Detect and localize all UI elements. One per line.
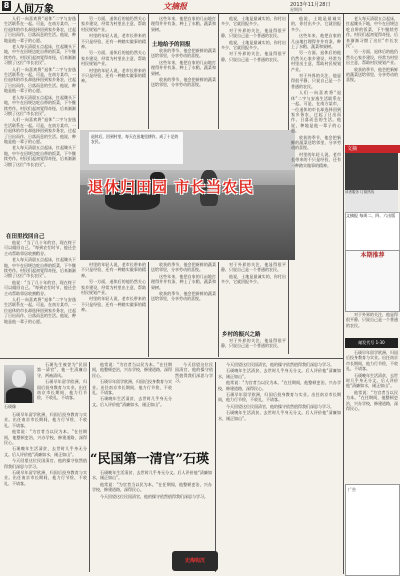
- paragraph: 村里的年轻人说，老市长带来的不只是经验，还有一种踏实做事的精神。: [81, 262, 146, 278]
- paragraph: 收获的季节，他会把新鲜的蔬菜送给邻里，分享劳动的喜悦。: [151, 48, 216, 59]
- paragraph: 人们一向喜欢将“退休”二字与安逸生活联系在一起。可是，在南方某市，一位退休的市长却选择回到家乡务农，过起了日出而作、日落而息的生活。他说，种地是他一辈子的心愿。: [291, 90, 341, 134]
- paragraph: 石瑛晚年生活清贫，去世时几乎身无分文。后人评价他“清廉如水，刚正如山”。: [92, 396, 172, 407]
- portrait-photo: [4, 365, 34, 403]
- column-subhead: 乡村的振兴之路: [222, 332, 261, 338]
- article-column-2: [81, 16, 146, 128]
- paragraph: 石瑛早年留学欧洲，归国后投身教育与实业。出任南京市长期间，他力行节俭，不收礼、不请客。: [4, 412, 87, 428]
- paragraph: 另一方面，退休后的他仍然关心家乡建设，经常为村里出主意，帮助村民规划产业。: [81, 16, 146, 32]
- paragraph: 今天回望这位民国清官，他的操守依然值得我们深思与学习。: [175, 362, 213, 384]
- sidebar-text-3: [346, 350, 398, 482]
- sidebar-ad-1-title: 文摘: [345, 145, 400, 153]
- paragraph: 他常说：“为官者当以民为本。”在任期间，他整顿吏治，兴办学校，修建道路，深得民心。: [4, 429, 87, 446]
- article-column-2b: [81, 262, 146, 357]
- paragraph: 今天回望这位民国清官，他的操守依然值得我们深思与学习。: [226, 362, 334, 367]
- paragraph: 这些年来，他把自家的几亩地打理得井井有条，种上了水稻、蔬菜和果树。: [151, 273, 216, 290]
- masthead: 文摘报: [163, 1, 187, 11]
- article2-column-3: [92, 470, 212, 548]
- paragraph: 他说，土地是最诚实的，你付出多少，它就回报多少。: [291, 16, 341, 32]
- paragraph: 收获的季节，他会把新鲜的蔬菜送给邻里，分享劳动的喜悦。: [151, 262, 216, 273]
- column-rule: [218, 262, 219, 357]
- article-column-4: [221, 16, 286, 128]
- column-rule: [78, 14, 79, 129]
- paragraph: 石瑛晚年生活清贫，去世时几乎身无分文。后人评价他“清廉如水，刚正如山”。: [218, 368, 341, 379]
- sidebar-text: [346, 16, 398, 144]
- paragraph: 对于外界的关注，他显得很平静，只说自己是一个普通的农民。: [291, 73, 341, 89]
- paragraph: 对于外界的关注，他显得很平静，只说自己是一个普通的农民。: [221, 51, 286, 62]
- paragraph: 这些年来，他把自家的几亩地打理得井井有条，种上了水稻、蔬菜和果树。: [151, 59, 216, 76]
- paragraph: 收获的季节，他会把新鲜的蔬菜送给邻里，分享劳动的喜悦。: [346, 66, 398, 83]
- column-rule: [218, 14, 219, 129]
- sidebar-ad-5[interactable]: 邮发代号 1-30: [345, 338, 398, 348]
- paragraph: 老人每天清晨五点起床，扛起锄头下地，中午在田埂边吃自带的饭菜，下午继续劳作。村民们起初觉得奇怪，后来渐渐习惯了这位“市长农民”。: [4, 94, 76, 116]
- sidebar-ad-6-text: 广告: [348, 487, 356, 492]
- article-column-1b: [4, 240, 76, 355]
- paragraph: 另一方面，退休后的他仍然关心家乡建设，经常为村里出主意，帮助村民规划产业。: [291, 50, 341, 72]
- paragraph: 老人每天清晨五点起床，扛起锄头下地，中午在田埂边吃自带的饭菜，下午继续劳作。村民们起初觉得奇怪，后来渐渐习惯了这位“市长农民”。: [4, 257, 76, 279]
- sidebar-ad-2[interactable]: 读者服务 订阅热线: [345, 190, 398, 212]
- section-title: 人间万象: [14, 4, 54, 15]
- article-column-4c: [221, 338, 286, 356]
- paragraph: 人们一向喜欢将“退休”二字与安逸生活联系在一起。可是，在南方某市，一位退休的市长却选择回到家乡务农，过起了日出而作、日落而息的生活。他说，种地是他一辈子的心愿。: [4, 66, 76, 94]
- paragraph: 石瑛早年留学欧洲，归国后投身教育与实业。出任南京市长期间，他力行节俭，不收礼、不请客。: [346, 350, 398, 372]
- portrait-coat: [6, 388, 32, 403]
- paragraph: 他常说：“为官者当以民为本。”在任期间，他整顿吏治，兴办学校，修建道路，深得民心。: [92, 481, 212, 493]
- paragraph: 石瑛晚年生活清贫，去世时几乎身无分文。后人评价他“清廉如水，刚正如山”。: [4, 446, 87, 457]
- paragraph: 今天回望这位民国清官，他的操守依然值得我们深思与学习。: [226, 403, 334, 409]
- column-subhead: 土地给予的回报: [152, 42, 191, 48]
- article-column-5: [291, 16, 341, 351]
- paragraph: 今天回望这位民国清官，他的操守依然值得我们深思与学习。: [4, 458, 87, 469]
- paragraph: 另一方面，退休后的他仍然关心家乡建设，经常为村里出主意，帮助村民规划产业。: [81, 279, 146, 296]
- article-column-1: [4, 16, 76, 231]
- column-rule: [343, 14, 344, 574]
- article2-column-2b: [175, 362, 213, 442]
- article2-column-4: [218, 362, 341, 572]
- paragraph: 石瑛早年留学欧洲，归国后投身教育与实业。出任南京市长期间，他力行节俭，不收礼、不请客。: [37, 379, 87, 401]
- paragraph: 石瑛晚年生活清贫，去世时几乎身无分文。后人评价他“清廉如水，刚正如山”。: [346, 372, 398, 389]
- paragraph: 另一方面，退休后的他仍然关心家乡建设，经常为村里出主意，帮助村民规划产业。: [346, 49, 398, 66]
- paragraph: 石瑛早年留学欧洲，归国后投身教育与实业。出任南京市长期间，他力行节俭，不收礼、不请客。: [4, 470, 87, 486]
- article-column-3a: [151, 16, 216, 38]
- article2-intro: [37, 362, 87, 410]
- portrait-caption: 石瑛像: [4, 404, 16, 409]
- sidebar-ad-6[interactable]: [345, 484, 400, 576]
- paragraph: 他说：“当了几十年的官，现在终于可以做回自己。”每到农忙时节，他还会主动帮助邻居收割稻谷。: [4, 240, 76, 256]
- paragraph: 他常说：“为官者当以民为本。”在任期间，他整顿吏治，兴办学校，修建道路，深得民心。: [92, 362, 172, 378]
- paragraph: 收获的季节，他会把新鲜的蔬菜送给邻里，分享劳动的喜悦。: [151, 77, 216, 88]
- paragraph: 村里的年轻人说，老市长带来的不只是经验，还有一种踏实做事的精神。: [81, 296, 146, 313]
- sidebar-ad-4[interactable]: [345, 250, 400, 312]
- paragraph: 对于外界的关注，他显得很平静，只说自己是一个普通的农民。: [346, 312, 398, 328]
- page-number: 8: [3, 1, 10, 10]
- paragraph: 石瑛早年留学欧洲，归国后投身教育与实业。出任南京市长期间，他力行节俭，不收礼、不请客。: [92, 379, 172, 396]
- paragraph: 这些年来，他把自家的几亩地打理得井井有条，种上了水稻、蔬菜和果树。: [291, 33, 341, 50]
- article2-column-1: [4, 412, 87, 572]
- paragraph: 石瑛早年留学欧洲，归国后投身教育与实业。出任南京市长期间，他力行节俭，不收礼、不请客。: [218, 392, 341, 403]
- paragraph: 人们一向喜欢将“退休”二字与安逸生活联系在一起。可是，在南方某市，一位退休的市长却选择回到家乡务农，过起了日出而作、日落而息的生活。他说，种地是他一辈子的心愿。: [4, 117, 76, 144]
- paragraph: 收获的季节，他会把新鲜的蔬菜送给邻里，分享劳动的喜悦。: [151, 291, 216, 302]
- paragraph: 石瑛晚年生活清贫，去世时几乎身无分文。后人评价他“清廉如水，刚正如山”。: [92, 470, 212, 481]
- photo-caption: 退休后，回到村里，每天在田地里耕作，成了十足的农民。: [89, 132, 183, 164]
- sidebar-ad-1[interactable]: [345, 145, 398, 190]
- article-column-3b: [151, 48, 216, 128]
- column-subhead: 在田里找回自己: [6, 234, 45, 240]
- paragraph: 他说，土地是最诚实的，你付出多少，它就回报多少。: [221, 273, 286, 285]
- paragraph: 村里的年轻人说，老市长带来的不只是经验，还有一种踏实做事的精神。: [81, 67, 146, 84]
- paragraph: 石瑛晚年生活清贫，去世时几乎身无分文。后人评价他“清廉如水，刚正如山”。: [218, 410, 341, 421]
- article-column-3c: [151, 262, 216, 357]
- sidebar-ad-4-title: 本期推荐: [360, 252, 385, 259]
- issue-weekday: 星期四: [290, 7, 302, 12]
- issue-date: 2013年11月28日: [290, 2, 331, 8]
- paragraph: 人们一向喜欢将“退休”二字与安逸生活联系在一起。可是，在南方某市，一位退休的市长却选择回到家乡务农，过起了日出而作、日落而息的生活。他说，种地是他一辈子的心愿。: [4, 297, 76, 324]
- paragraph: 对于外界的关注，他显得很平静，只说自己是一个普通的农民。: [221, 262, 286, 273]
- column-seal: [172, 551, 218, 571]
- paragraph: 另一方面，退休后的他仍然关心家乡建设，经常为村里出主意，帮助村民规划产业。: [81, 50, 146, 67]
- paragraph: 村里的年轻人说，老市长带来的不只是经验，还有一种踏实做事的精神。: [291, 151, 341, 168]
- feature-title: [88, 176, 254, 197]
- paragraph: 对于外界的关注，他显得很平静，只说自己是一个普通的农民。: [221, 338, 286, 349]
- article2-title: “民国第一清官”石瑛: [90, 452, 209, 467]
- sidebar-ad-3[interactable]: 文摘报 每周二、四、六出版: [345, 212, 400, 252]
- paragraph: 今天回望这位民国清官，他的操守依然值得我们深思与学习。: [100, 493, 208, 499]
- paragraph: 他说，土地是最诚实的，你付出多少，它就回报多少。: [221, 16, 286, 27]
- article2-column-2: [92, 362, 172, 442]
- paragraph: 石瑛先生被誉为“民国第一清官”，他一生清廉自守，两袖清风。: [37, 362, 87, 378]
- column-rule: [89, 362, 90, 572]
- paragraph: 老人每天清晨五点起床，扛起锄头下地，中午在田埂边吃自带的饭菜，下午继续劳作。村民们起初觉得奇怪，后来渐渐习惯了这位“市长农民”。: [346, 16, 398, 49]
- column-rule: [215, 362, 216, 572]
- paragraph: 老人每天清晨五点起床，扛起锄头下地，中午在田埂边吃自带的饭菜，下午继续劳作。村民们起初觉得奇怪，后来渐渐习惯了这位“市长农民”。: [4, 44, 76, 66]
- paragraph: 对于外界的关注，他显得很平静，只说自己是一个普通的农民。: [221, 27, 286, 39]
- feature-title-part2: 市长当农民: [174, 178, 255, 196]
- paragraph: 他常说：“为官者当以民为本。”在任期间，他整顿吏治，兴办学校，修建道路，深得民心。: [218, 380, 341, 391]
- column-rule: [148, 262, 149, 357]
- sidebar-text-2: [346, 312, 398, 336]
- feature-title-part1: 退休归田园: [88, 178, 169, 196]
- seal-text: 史海钩沉: [184, 558, 205, 564]
- paragraph: 收获的季节，他会把新鲜的蔬菜送给邻里，分享劳动的喜悦。: [291, 134, 341, 151]
- section-divider: [0, 358, 343, 359]
- column-rule: [148, 14, 149, 129]
- paragraph: 村里的年轻人说，老市长带来的不只是经验，还有一种踏实做事的精神。: [81, 33, 146, 50]
- paragraph: 人们一向喜欢将“退休”二字与安逸生活联系在一起。可是，在南方某市，一位退休的市长却选择回到家乡务农，过起了日出而作、日落而息的生活。他说，种地是他一辈子的心愿。: [4, 16, 76, 43]
- paragraph: 老人每天清晨五点起床，扛起锄头下地，中午在田埂边吃自带的饭菜，下午继续劳作。村民们起初觉得奇怪，后来渐渐习惯了这位“市长农民”。: [4, 145, 76, 167]
- portrait-face: [12, 370, 26, 387]
- paragraph: 他说，土地是最诚实的，你付出多少，它就回报多少。: [221, 39, 286, 51]
- paragraph: 他常说：“为官者当以民为本。”在任期间，他整顿吏治，兴办学校，修建道路，深得民心。: [346, 389, 398, 412]
- page-header: [0, 0, 400, 14]
- paragraph: 他说：“当了几十年的官，现在终于可以做回自己。”每到农忙时节，他还会主动帮助邻居收割稻谷。: [4, 279, 76, 296]
- article-column-4b: [221, 262, 286, 328]
- paragraph: 这些年来，他把自家的几亩地打理得井井有条，种上了水稻、蔬菜和果树。: [151, 16, 216, 32]
